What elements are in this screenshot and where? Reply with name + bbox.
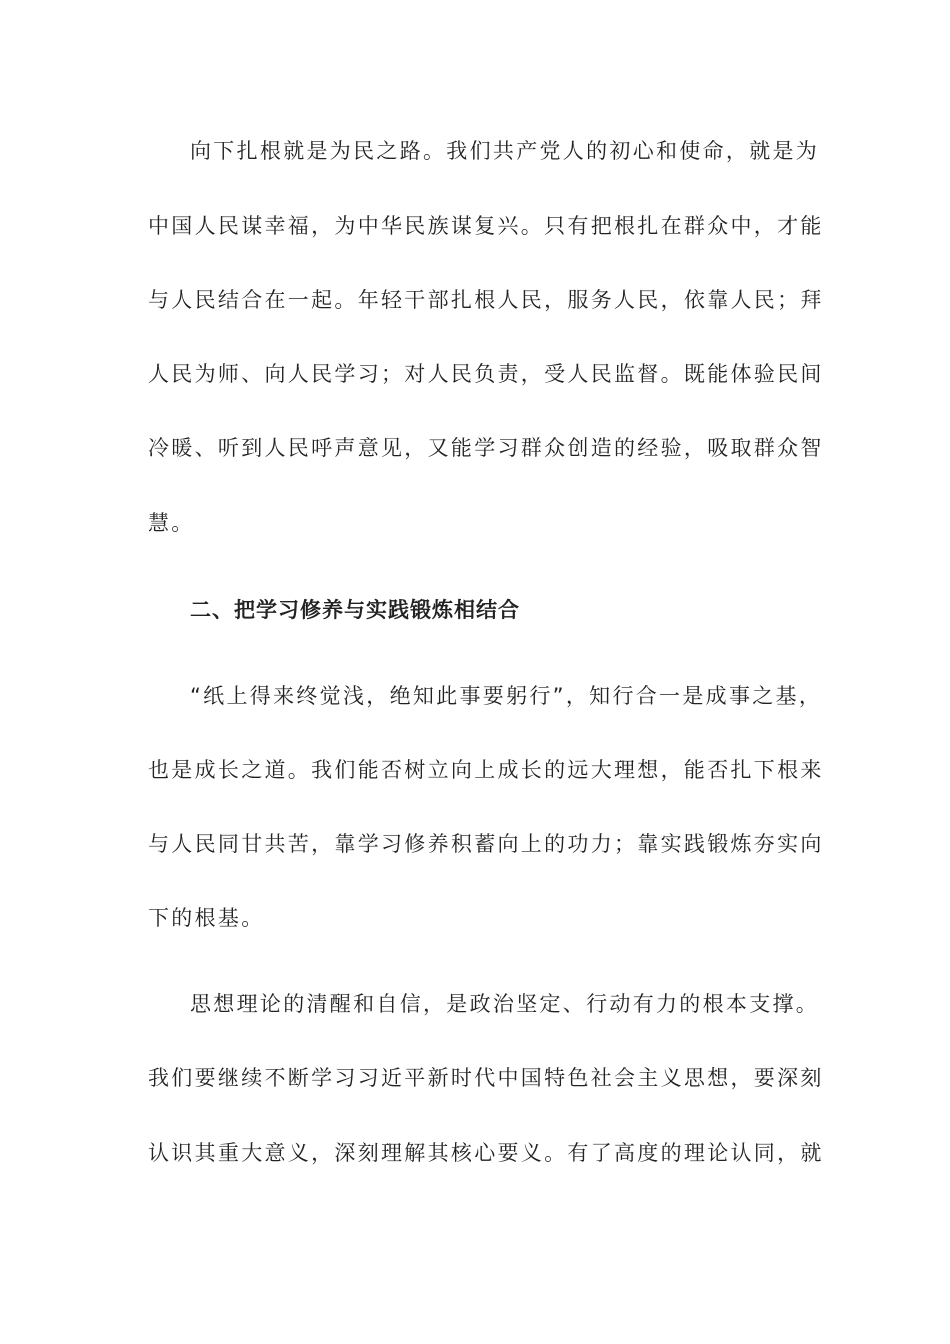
- paragraph-1-line-6: 慧。: [148, 511, 195, 535]
- paragraph-2-line-2: 也是成长之道。我们能否树立向上成长的远大理想，能否扎下根来: [148, 758, 824, 782]
- section-heading-2: 二、把学习修养与实践锻炼相结合: [190, 598, 520, 622]
- paragraph-2-line-1: “纸上得来终觉浅，绝知此事要躬行”，知行合一是成事之基，: [190, 684, 823, 708]
- paragraph-1-line-3: 与人民结合在一起。年轻干部扎根人民，服务人民，依靠人民；拜: [148, 288, 824, 312]
- paragraph-2-line-4: 下的根基。: [148, 906, 265, 930]
- paragraph-3-line-1: 思想理论的清醒和自信，是政治坚定、行动有力的根本支撑。: [190, 992, 820, 1016]
- paragraph-1-line-1: 向下扎根就是为民之路。我们共产党人的初心和使命，就是为: [190, 139, 820, 163]
- paragraph-2-line-3: 与人民同甘共苦，靠学习修养积蓄向上的功力；靠实践锻炼夯实向: [148, 832, 824, 856]
- paragraph-1-line-5: 冷暖、听到人民呼声意见，又能学习群众创造的经验，吸取群众智: [148, 436, 824, 460]
- paragraph-1-line-2: 中国人民谋幸福，为中华民族谋复兴。只有把根扎在群众中，才能: [148, 214, 824, 238]
- paragraph-1-line-4: 人民为师、向人民学习；对人民负责，受人民监督。既能体验民间: [148, 362, 824, 386]
- paragraph-3-line-2: 我们要继续不断学习习近平新时代中国特色社会主义思想，要深刻: [148, 1066, 824, 1090]
- paragraph-3-line-3: 认识其重大意义，深刻理解其核心要义。有了高度的理论认同，就: [148, 1141, 824, 1165]
